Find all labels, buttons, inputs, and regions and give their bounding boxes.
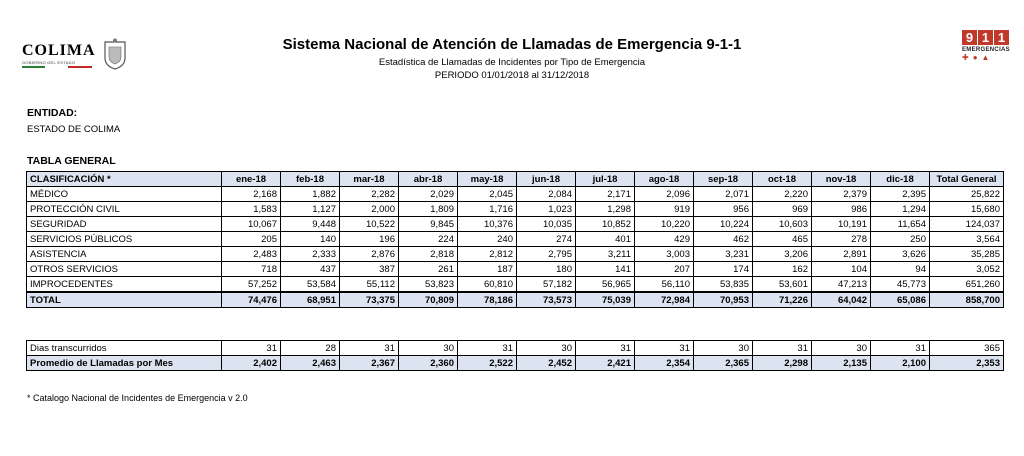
table-cell: 2,891 (812, 247, 871, 262)
table-cell: 25,822 (930, 187, 1004, 202)
table-cell: 2,402 (222, 356, 281, 371)
table-cell: 2,452 (517, 356, 576, 371)
table-cell: 462 (694, 232, 753, 247)
table-cell: 10,067 (222, 217, 281, 232)
cross-icon: ✚ (962, 53, 973, 62)
table-cell: 2,000 (340, 202, 399, 217)
table-cell: 2,379 (812, 187, 871, 202)
table-cell: 919 (635, 202, 694, 217)
entidad-label: ENTIDAD: (27, 107, 78, 119)
column-header: ene-18 (222, 172, 281, 187)
column-header: feb-18 (281, 172, 340, 187)
column-header: oct-18 (753, 172, 812, 187)
table-cell: 10,220 (635, 217, 694, 232)
table-cell: 74,476 (222, 292, 281, 308)
table-cell: 224 (399, 232, 458, 247)
table-cell: 858,700 (930, 292, 1004, 308)
table-cell: 60,810 (458, 277, 517, 293)
table-cell: 75,039 (576, 292, 635, 308)
table-cell: 986 (812, 202, 871, 217)
digit: 1 (994, 30, 1009, 45)
table-cell: 31 (340, 341, 399, 356)
table-cell: 53,584 (281, 277, 340, 293)
table-cell: 2,367 (340, 356, 399, 371)
row-label: IMPROCEDENTES (27, 277, 222, 293)
table-cell: 2,421 (576, 356, 635, 371)
table-cell: 2,365 (694, 356, 753, 371)
table-row (27, 277, 1004, 293)
table-cell: 3,564 (930, 232, 1004, 247)
table-cell: 57,252 (222, 277, 281, 293)
table-cell: 65,086 (871, 292, 930, 308)
table-cell: 11,654 (871, 217, 930, 232)
table-cell: 3,211 (576, 247, 635, 262)
table-cell: 2,395 (871, 187, 930, 202)
table-cell: 365 (930, 341, 1004, 356)
logo-subtext: GOBIERNO DEL ESTADO (22, 60, 76, 65)
row-label: ASISTENCIA (27, 247, 222, 262)
column-header: abr-18 (399, 172, 458, 187)
table-cell: 180 (517, 262, 576, 277)
table-cell: 162 (753, 262, 812, 277)
logo-text: COLIMA (22, 42, 96, 59)
column-header: CLASIFICACIÓN * (27, 172, 222, 187)
table-cell: 3,231 (694, 247, 753, 262)
table-cell: 2,071 (694, 187, 753, 202)
table-cell: 10,522 (340, 217, 399, 232)
table-cell: 10,603 (753, 217, 812, 232)
table-cell: 429 (635, 232, 694, 247)
digit: 9 (962, 30, 977, 45)
table-cell: 2,298 (753, 356, 812, 371)
table-cell: 274 (517, 232, 576, 247)
report-period: PERIODO 01/01/2018 al 31/12/2018 (434, 70, 590, 81)
table-cell: 73,375 (340, 292, 399, 308)
footnote: * Catalogo Nacional de Incidentes de Emergencia v 2.0 (27, 393, 248, 403)
table-cell: 104 (812, 262, 871, 277)
table-row (27, 187, 1004, 202)
table-cell: 1,716 (458, 202, 517, 217)
table-cell: 174 (694, 262, 753, 277)
table-header-row (27, 172, 1004, 187)
table-cell: 124,037 (930, 217, 1004, 232)
table-cell: 465 (753, 232, 812, 247)
table-cell: 140 (281, 232, 340, 247)
table-cell: 969 (753, 202, 812, 217)
table-cell: 94 (871, 262, 930, 277)
table-cell: 1,583 (222, 202, 281, 217)
table-cell: 196 (340, 232, 399, 247)
table-cell: 2,522 (458, 356, 517, 371)
table-cell: 31 (576, 341, 635, 356)
table-cell: 3,003 (635, 247, 694, 262)
table-cell: 2,171 (576, 187, 635, 202)
table-cell: 57,182 (517, 277, 576, 293)
table-cell: 78,186 (458, 292, 517, 308)
row-label: PROTECCIÓN CIVIL (27, 202, 222, 217)
table-cell: 2,096 (635, 187, 694, 202)
column-header: Total General (930, 172, 1004, 187)
table-cell: 1,882 (281, 187, 340, 202)
table-cell: 31 (871, 341, 930, 356)
table-cell: 31 (458, 341, 517, 356)
table-cell: 437 (281, 262, 340, 277)
table-cell: 31 (222, 341, 281, 356)
table-cell: 10,376 (458, 217, 517, 232)
table-cell: 141 (576, 262, 635, 277)
table-cell: 10,224 (694, 217, 753, 232)
table-cell: 3,206 (753, 247, 812, 262)
table-row (27, 247, 1004, 262)
digit: 1 (978, 30, 993, 45)
table-cell: 30 (694, 341, 753, 356)
days-table (26, 340, 1004, 371)
column-header: may-18 (458, 172, 517, 187)
table-cell: 387 (340, 262, 399, 277)
table-cell: 70,809 (399, 292, 458, 308)
row-label: SEGURIDAD (27, 217, 222, 232)
fire-icon: ▲ (981, 53, 994, 62)
table-cell: 2,168 (222, 187, 281, 202)
table-cell: 718 (222, 262, 281, 277)
table-row (27, 217, 1004, 232)
table-cell: 2,045 (458, 187, 517, 202)
table-cell: 72,984 (635, 292, 694, 308)
table-cell: 56,965 (576, 277, 635, 293)
days-row (27, 341, 1004, 356)
table-cell: 73,573 (517, 292, 576, 308)
table-cell: 401 (576, 232, 635, 247)
table-cell: 956 (694, 202, 753, 217)
table-cell: 2,812 (458, 247, 517, 262)
table-cell: 2,353 (930, 356, 1004, 371)
table-cell: 278 (812, 232, 871, 247)
table-cell: 28 (281, 341, 340, 356)
table-cell: 30 (812, 341, 871, 356)
column-header: sep-18 (694, 172, 753, 187)
table-cell: 205 (222, 232, 281, 247)
column-header: nov-18 (812, 172, 871, 187)
column-header: jul-18 (576, 172, 635, 187)
table-cell: 261 (399, 262, 458, 277)
table-cell: 56,110 (635, 277, 694, 293)
tabla-general-label: TABLA GENERAL (27, 155, 116, 167)
table-row (27, 262, 1004, 277)
table-cell: 240 (458, 232, 517, 247)
table-cell: 15,680 (930, 202, 1004, 217)
table-cell: 53,823 (399, 277, 458, 293)
table-cell: 2,135 (812, 356, 871, 371)
table-cell: 2,483 (222, 247, 281, 262)
column-header: dic-18 (871, 172, 930, 187)
column-header: mar-18 (340, 172, 399, 187)
table-cell: 2,282 (340, 187, 399, 202)
row-label: SERVICIOS PÚBLICOS (27, 232, 222, 247)
table-cell: 2,818 (399, 247, 458, 262)
table-cell: 207 (635, 262, 694, 277)
table-cell: 47,213 (812, 277, 871, 293)
table-cell: 31 (635, 341, 694, 356)
table-cell: 250 (871, 232, 930, 247)
table-cell: 10,191 (812, 217, 871, 232)
report-subtitle: Estadística de Llamadas de Incidentes por Tipo de Emergencia (378, 57, 646, 68)
table-cell: 1,809 (399, 202, 458, 217)
table-cell: 2,354 (635, 356, 694, 371)
table-cell: 2,220 (753, 187, 812, 202)
table-cell: 31 (753, 341, 812, 356)
table-cell: 9,845 (399, 217, 458, 232)
table-cell: 55,112 (340, 277, 399, 293)
table-cell: 35,285 (930, 247, 1004, 262)
table-cell: 1,127 (281, 202, 340, 217)
table-cell: 1,294 (871, 202, 930, 217)
table-cell: 3,626 (871, 247, 930, 262)
table-cell: 70,953 (694, 292, 753, 308)
table-cell: 9,448 (281, 217, 340, 232)
table-cell: 2,876 (340, 247, 399, 262)
table-cell: 2,333 (281, 247, 340, 262)
table-cell: 2,463 (281, 356, 340, 371)
table-cell: 68,951 (281, 292, 340, 308)
police-icon: ● (972, 53, 982, 62)
table-cell: 2,100 (871, 356, 930, 371)
table-cell: 64,042 (812, 292, 871, 308)
report-header (0, 36, 1024, 81)
row-label: MÉDICO (27, 187, 222, 202)
average-row (27, 356, 1004, 371)
table-cell: 3,052 (930, 262, 1004, 277)
table-cell: 45,773 (871, 277, 930, 293)
report-title: Sistema Nacional de Atención de Llamadas de Emergencia 9-1-1 (282, 36, 742, 53)
logo-911-label: EMERGENCIAS (962, 47, 1010, 53)
row-label: Dias transcurridos (27, 341, 222, 356)
table-cell: 71,226 (753, 292, 812, 308)
table-cell: 10,035 (517, 217, 576, 232)
table-cell: 30 (399, 341, 458, 356)
incidents-table (26, 171, 1004, 308)
table-cell: 2,029 (399, 187, 458, 202)
table-cell: 30 (517, 341, 576, 356)
row-label: Promedio de Llamadas por Mes (27, 356, 222, 371)
table-cell: 1,298 (576, 202, 635, 217)
table-cell: 53,835 (694, 277, 753, 293)
column-header: ago-18 (635, 172, 694, 187)
entidad-value: ESTADO DE COLIMA (27, 124, 121, 135)
table-cell: 2,795 (517, 247, 576, 262)
table-row (27, 232, 1004, 247)
table-cell: 2,084 (517, 187, 576, 202)
table-row (27, 202, 1004, 217)
table-cell: 651,260 (930, 277, 1004, 293)
table-cell: 10,852 (576, 217, 635, 232)
table-cell: 1,023 (517, 202, 576, 217)
row-label: TOTAL (27, 292, 222, 308)
total-row (27, 292, 1004, 308)
column-header: jun-18 (517, 172, 576, 187)
row-label: OTROS SERVICIOS (27, 262, 222, 277)
table-cell: 2,360 (399, 356, 458, 371)
table-cell: 53,601 (753, 277, 812, 293)
table-cell: 187 (458, 262, 517, 277)
